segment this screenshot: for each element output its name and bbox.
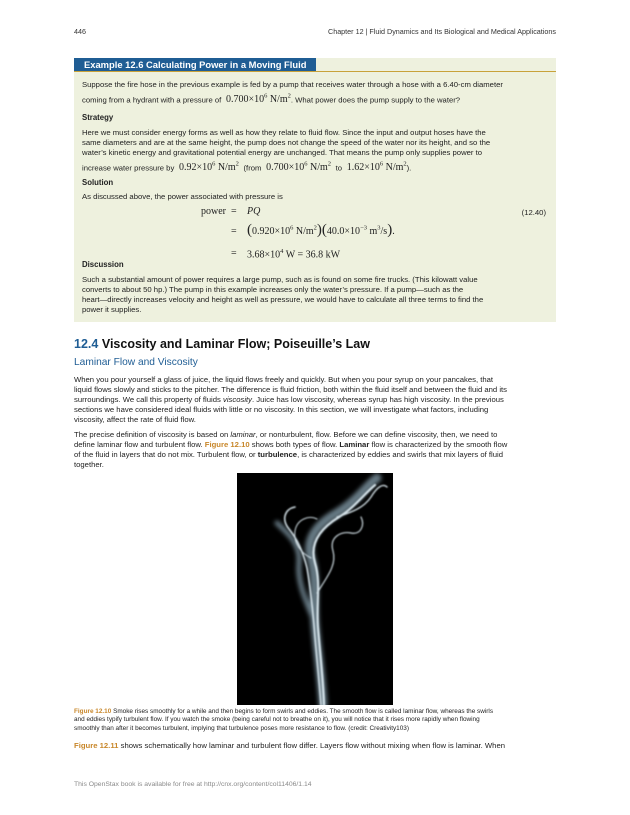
- equation-substitution: ($0.920\times 10^6$ $N/m^2)(40.0\times 10^{-3}$ $m^3/s$).: [247, 222, 395, 238]
- page-number: 446: [74, 27, 86, 36]
- smoke-photo: [237, 473, 393, 705]
- paragraph-3: Figure 12.11 shows schematically how laminar and turbulent flow differ. Layers flow without mixing when flow is laminar. When: [74, 741, 505, 750]
- discussion-heading: Discussion: [82, 260, 124, 269]
- figure-caption: Figure 12.10 Smoke rises smoothly for a while and then begins to form swirls and eddies. The smooth flow is called laminar flow, whereas the swirls and eddies typify turbulent flow. If you watch the smoke (being careful not to breathe on it), you will notice that it rises more rapidly when flowing smoothly than after it becomes turbulent, implying that turbulence poses more resistance to flow. (credit: Creativity103): [74, 708, 494, 732]
- discussion-text: Such a substantial amount of power requires a large pump, such as is found on some fire trucks. (This kilowatt value converts to about 50 hp.) The pump in this example increases only the water’s pressure. If a pump—such as the heart—directly increases velocity and height as well as pressure, we would have to calculate all three terms to find the power it supplies.: [82, 275, 484, 314]
- pressure-formula: $0.700\times 10^6$ $N/m^2$: [223, 93, 291, 106]
- section-title: 12.4 Viscosity and Laminar Flow; Poiseuille’s Law: [74, 337, 370, 351]
- figure-12-11-link[interactable]: Figure 12.11: [74, 741, 119, 750]
- solution-text: As discussed above, the power associated with pressure is: [82, 192, 283, 201]
- problem-line-2: coming from a hydrant with a pressure of $0.700\times 10^6$ $N/m^2$. What power does the pump supply to the water?: [82, 93, 461, 106]
- strategy-line-4: increase water pressure by $0.92\times 10^6$ $N/m^2$ (from $0.700\times 10^6$ $N/m^2$ to $1.62\times 10^6$ $N/m^2$).: [82, 161, 412, 174]
- subsection-title: Laminar Flow and Viscosity: [74, 357, 198, 368]
- solution-heading: Solution: [82, 178, 114, 187]
- figure-label: Figure 12.10: [74, 708, 112, 715]
- strategy-text: Here we must consider energy forms as well as how they relate to fluid flow. Since the input and output hoses have the same diameters and are at the same height, the pump does not change the speed of the water nor its height, and so the water’s kinetic energy and gravitational potential energy are unchanged. That means the pump only supplies power to increase water pressure by $0.92\times 10^6$ $N/m^2$ (from $0.700\times 10^6$ $N/m^2$ to $1.62\times 10^6$ $N/m^2$).: [82, 128, 548, 173]
- example-problem: [82, 80, 548, 105]
- footer-note: This OpenStax book is available for free at http://cnx.org/content/col11406/1.14: [74, 781, 312, 788]
- paragraph-2: The precise definition of viscosity is based on laminar, or nonturbulent, flow. Before we can define viscosity, then, we need to define laminar flow and turbulent flow. Figure 12.10 shows both types of flow. Laminar flow is characterized by the smooth flow of the fluid in layers that do not mix. Turbulent flow, or turbulence, is characterized by eddies and swirls that mix layers of fluid together.: [74, 430, 508, 469]
- example-title: Example 12.6 Calculating Power in a Moving Fluid: [74, 58, 316, 71]
- equation-number: (12.40): [521, 208, 546, 217]
- example-box: Example 12.6 Calculating Power in a Moving Fluid Suppose the fire hose in the previous example is fed by a pump that receives water through a hose with a 6.40-cm diameter coming from a hydrant with a pressure of $0.700\times 10^6$ $N/m^2$. What power does the pump supply to the water? Strategy Here we must consider energy forms as well as how they relate to fluid flow. Since the input and output hoses have the same diameters and are at the same height, the pump does not change the speed of the water nor its height, and so the water’s kinetic energy and gravitational potential energy are unchanged. That means the pump only supplies power to increase water pressure by $0.92\times 10^6$ $N/m^2$ (from $0.700\times 10^6$ $N/m^2$ to $1.62\times 10^6$ $N/m^2$). Solution As discussed above, the power associated with pressure is power = PQ (12.40) = ($0.920\times 10^6$ $N/m^2)(40.0\times 10^{-3}$ $m^3/s$). = $3.68\times 10^4$ W = 36.8 kW Discussion Such a substantial amount of power requires a large pump, such as is found on some fire trucks. (This kilowatt value converts to about 50 hp.) The pump in this example increases only the water’s pressure. If a pump—such as the heart—directly increases velocity and height as well as pressure, we would have to calculate all three terms to find the power it supplies.: [74, 58, 556, 322]
- equation-lhs: power: [201, 206, 226, 217]
- section-number: 12.4: [74, 337, 99, 351]
- strategy-heading: Strategy: [82, 113, 114, 122]
- paragraph-1: When you pour yourself a glass of juice, the liquid flows freely and quickly. But when you pour syrup on your pancakes, that liquid flows slowly and sticks to the pitcher. The difference is fluid friction, both within the fluid itself and between the fluid and its surroundings. We call this property of fluids viscosity. Juice has low viscosity, whereas syrup has high viscosity. In the previous sections we have considered ideal fluids with little or no viscosity. In this section, we will investigate what factors, including viscosity, affect the rate of fluid flow.: [74, 375, 508, 424]
- problem-line-1: Suppose the fire hose in the previous example is fed by a pump that receives water through a hose with a 6.40-cm diameter: [82, 80, 503, 89]
- smoke-illustration: [237, 473, 393, 705]
- equation-result: $3.68\times 10^4$ W = 36.8 kW: [247, 248, 341, 261]
- equation-pq: PQ: [247, 206, 261, 217]
- chapter-header: Chapter 12 | Fluid Dynamics and Its Biological and Medical Applications: [328, 27, 556, 36]
- figure-12-10-link[interactable]: Figure 12.10: [204, 440, 250, 449]
